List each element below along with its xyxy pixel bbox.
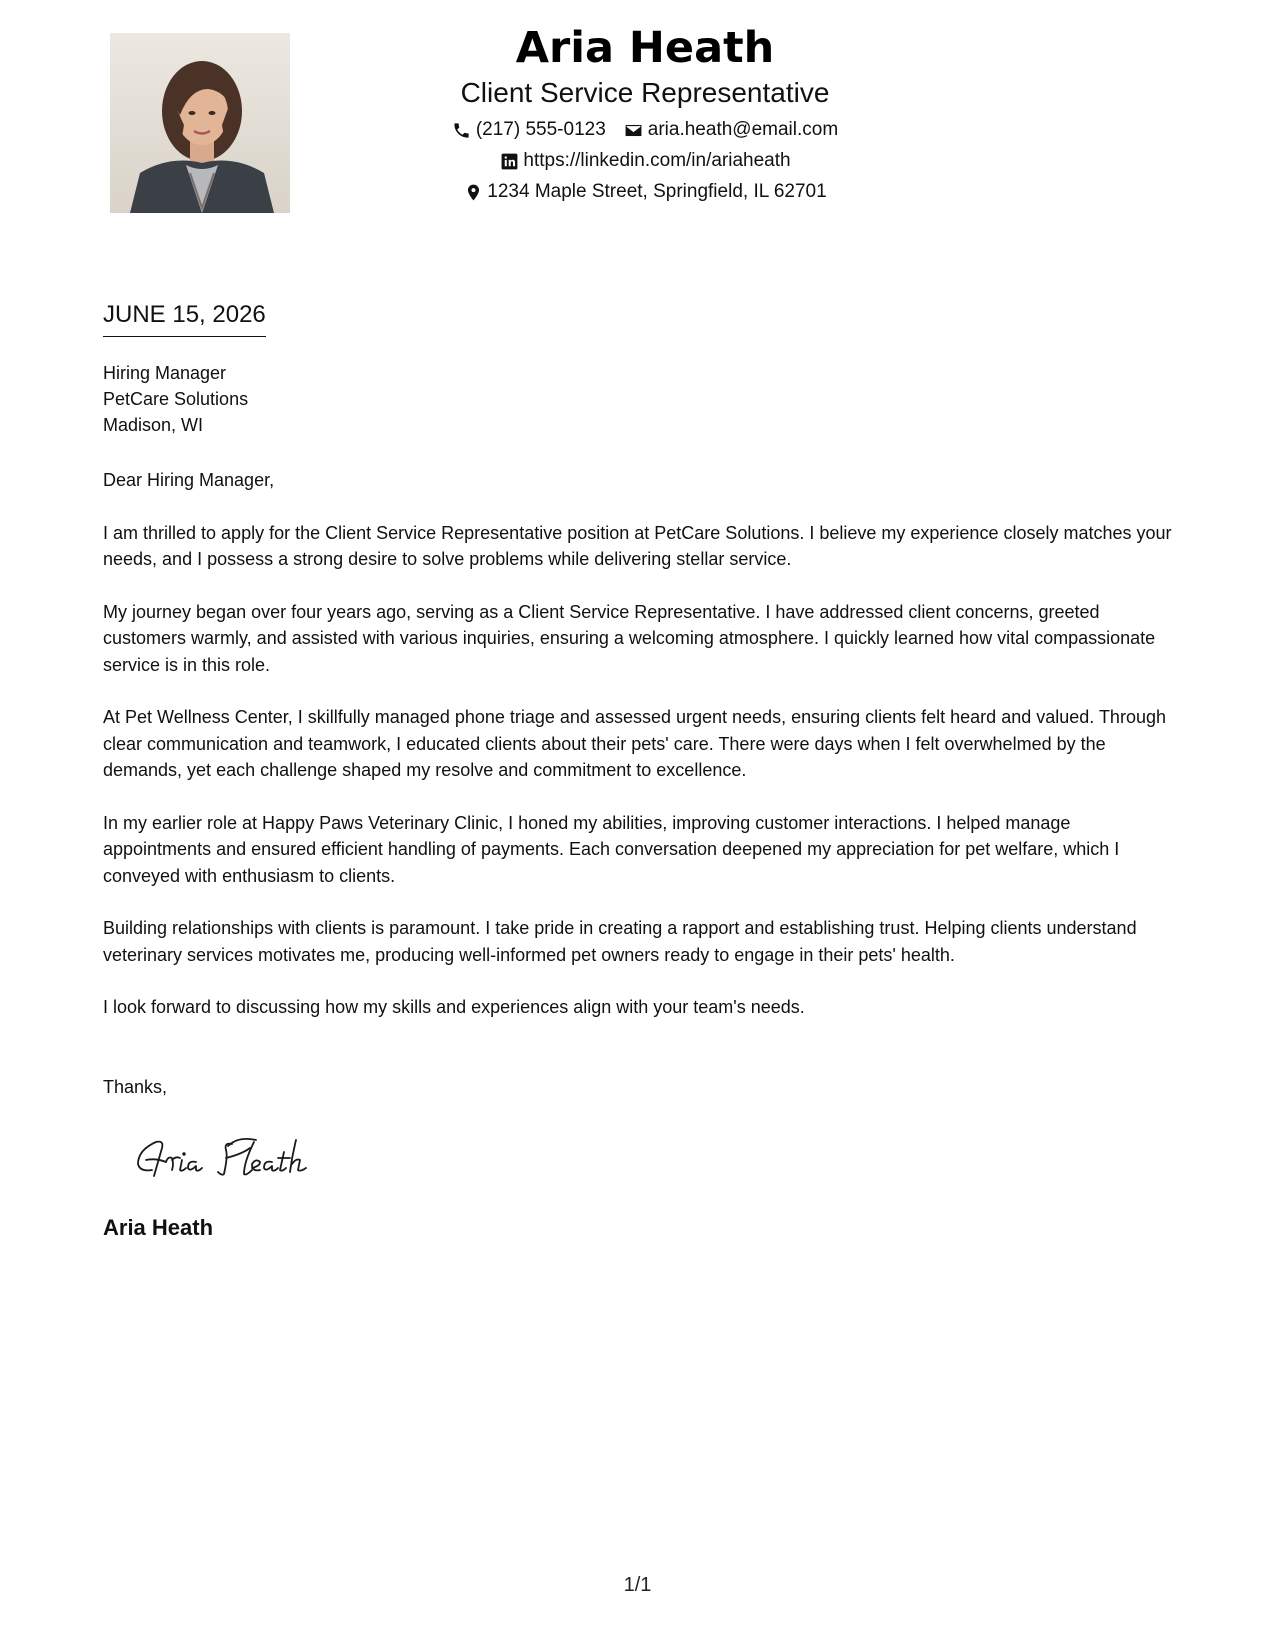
envelope-icon xyxy=(624,120,644,140)
contact-row-1 xyxy=(400,119,890,141)
paragraph: I am thrilled to apply for the Client Service Representative position at PetCare Solutions. I believe my experience closely matches your needs, and I possess a strong desire to solve problems while delivering stellar service. xyxy=(103,522,1172,569)
linkedin-icon xyxy=(499,151,519,171)
map-pin-icon xyxy=(463,182,483,202)
contact-row-3 xyxy=(400,181,890,203)
paragraph: My journey began over four years ago, serving as a Client Service Representative. I have addressed client concerns, greeted customers warmly, and assisted with various inquiries, ensuring a welcoming atmosphere. I quickly learned how vital compassionate service is in this role. xyxy=(103,601,1156,675)
closing: Thanks, xyxy=(103,1077,168,1097)
recipient-block xyxy=(103,360,248,438)
linkedin-url[interactable]: https://linkedin.com/in/ariaheath xyxy=(523,150,791,171)
signer-name: Aria Heath xyxy=(103,1215,214,1240)
street-address: 1234 Maple Street, Springfield, IL 62701 xyxy=(487,181,827,202)
header xyxy=(400,20,890,203)
contact-row-2 xyxy=(400,150,890,172)
recipient-location: Madison, WI xyxy=(103,415,204,435)
letter-body xyxy=(103,467,1183,1047)
salutation: Dear Hiring Manager, xyxy=(103,470,275,490)
paragraph: At Pet Wellness Center, I skillfully managed phone triage and assessed urgent needs, ensuring clients felt heard and valued. Through clear communication and teamwork, I educated clients about their pets' care. There were days when I felt overwhelmed by the demands, yet each challenge shaped my resolve and commitment to excellence. xyxy=(103,707,1166,780)
paragraph: Building relationships with clients is paramount. I take pride in creating a rapport and establishing trust. Helping clients understand veterinary services motivates me, producing well-informed pet owners ready to engage in their pets' health. xyxy=(103,918,1137,965)
address-contact xyxy=(463,181,826,203)
page-number: 1/1 xyxy=(623,1574,652,1596)
job-title: Client Service Representative xyxy=(460,77,830,108)
letter-date: JUNE 15, 2026 xyxy=(103,300,266,337)
paragraph: I look forward to discussing how my skills and experiences align with your team's needs. xyxy=(103,997,805,1017)
recipient-company: PetCare Solutions xyxy=(103,389,249,409)
phone-icon xyxy=(452,120,472,140)
email-address[interactable]: aria.heath@email.com xyxy=(647,119,839,140)
phone-contact xyxy=(452,119,606,141)
email-contact[interactable] xyxy=(624,119,838,141)
linkedin-contact[interactable] xyxy=(499,150,790,172)
profile-photo xyxy=(110,33,290,213)
recipient-title: Hiring Manager xyxy=(103,363,227,383)
handwritten-signature xyxy=(132,1126,342,1186)
applicant-name: Aria Heath xyxy=(515,23,775,73)
phone-number: (217) 555-0123 xyxy=(475,119,606,140)
paragraph: In my earlier role at Happy Paws Veterinary Clinic, I honed my abilities, improving customer interactions. I helped manage appointments and ensured efficient handling of payments. Each conversation deepened my appreciation for pet welfare, which I conveyed with enthusiasm to clients. xyxy=(103,812,1120,886)
